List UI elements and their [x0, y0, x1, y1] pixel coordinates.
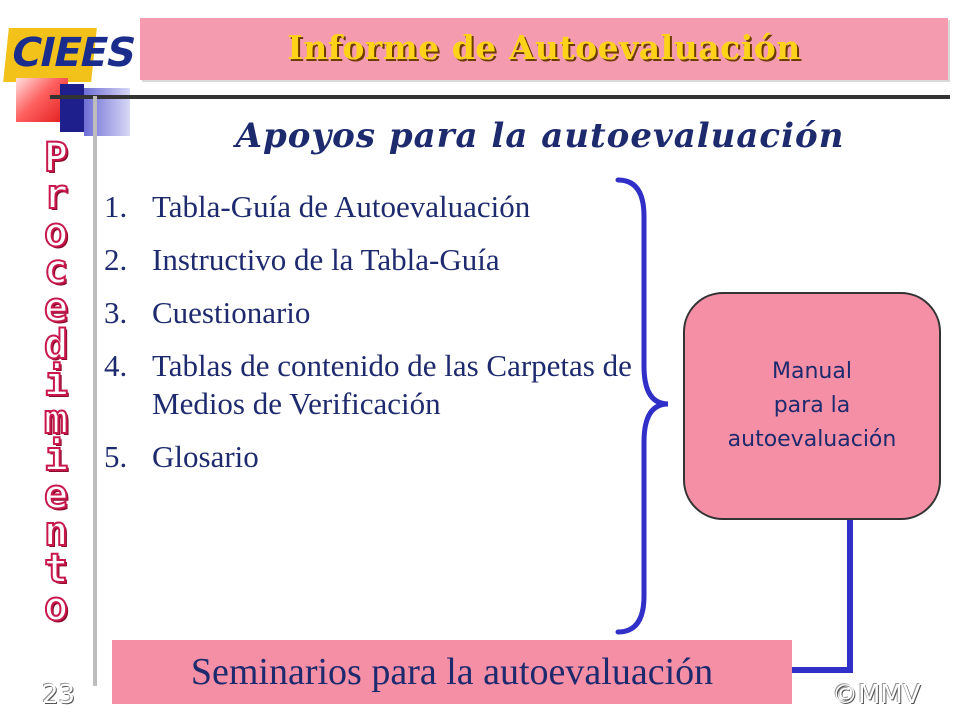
- list-item-number: 3.: [104, 295, 128, 330]
- list-item: [104, 438, 644, 476]
- page-number: 23: [42, 680, 76, 710]
- curly-brace: [610, 176, 690, 636]
- list-item-text: Glosario: [152, 439, 259, 474]
- list-item: [104, 241, 644, 279]
- list-item-number: 4.: [104, 348, 128, 383]
- list-item: [104, 294, 644, 332]
- list-item: [104, 188, 644, 226]
- horizontal-divider: [50, 95, 950, 99]
- manual-box: [683, 292, 941, 520]
- list-item-number: 1.: [104, 189, 128, 224]
- header-title: Informe de Autoevaluación: [287, 28, 801, 67]
- seminar-box: [112, 640, 792, 704]
- list-item-number: 2.: [104, 242, 128, 277]
- section-title: Apoyos para la autoevaluación: [235, 116, 845, 156]
- vertical-word-procedimiento: P r o c e d i m i e n t o: [43, 135, 69, 630]
- logo-text: CIEES: [7, 30, 140, 76]
- connector-line: [780, 518, 880, 678]
- apoyos-list: [104, 188, 644, 491]
- list-item-text: Cuestionario: [152, 295, 311, 330]
- copyright-mark: ©MMV: [832, 680, 921, 710]
- list-item-text: Tabla-Guía de Autoevaluación: [152, 189, 531, 224]
- list-item-text: Tablas de contenido de las Carpetas de Medios de Verificación: [152, 348, 632, 421]
- decorative-dark-bar: [60, 84, 84, 132]
- header-bar: [140, 18, 948, 80]
- list-item: [104, 347, 644, 423]
- list-item-number: 5.: [104, 439, 128, 474]
- manual-box-text: Manual para la autoevaluación: [727, 359, 897, 452]
- list-item-text: Instructivo de la Tabla-Guía: [152, 242, 500, 277]
- seminar-text: Seminarios para la autoevaluación: [190, 651, 714, 693]
- ciees-logo: [4, 22, 140, 82]
